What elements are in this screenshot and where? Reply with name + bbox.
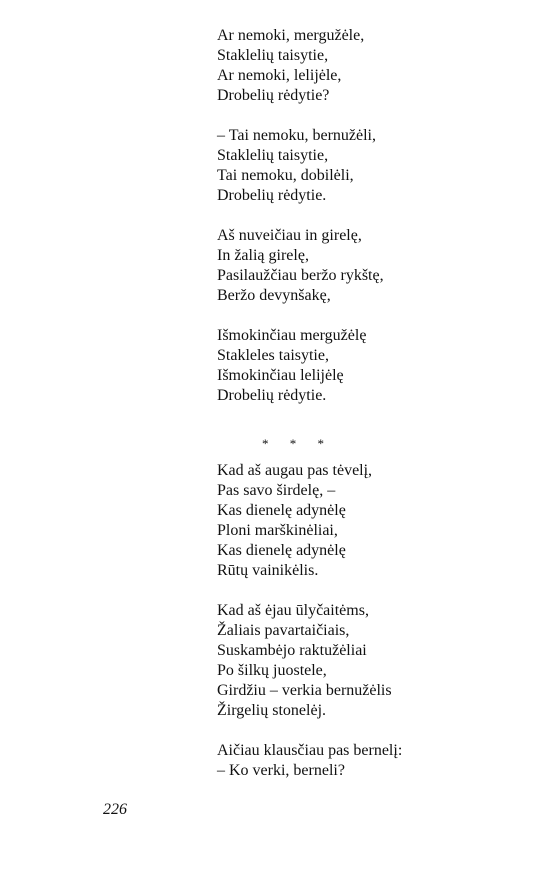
stanza — [217, 226, 547, 306]
verse-line: Rūtų vainikėlis. — [217, 562, 319, 579]
verse-line: Išmokinčiau lelijėlę — [217, 367, 344, 384]
verse-line: Drobelių rėdytie. — [217, 387, 327, 404]
verse-line: Aš nuveičiau in girelę, — [217, 227, 362, 244]
verse-line: Žirgelių stonelėj. — [217, 702, 327, 719]
verse-line: Drobelių rėdytie. — [217, 187, 327, 204]
stanza — [217, 461, 547, 581]
verse-line: Stakleles taisytie, — [217, 347, 329, 364]
verse-line: Kas dienelę adynėlę — [217, 542, 346, 559]
verse-line: Kad aš ėjau ūlyčaitėms, — [217, 602, 369, 619]
verse-line: In žalią girelę, — [217, 247, 309, 264]
stanza — [217, 126, 547, 206]
verse-line: Kad aš augau pas tėvelį, — [217, 462, 373, 479]
verse-line: Drobelių rėdytie? — [217, 87, 330, 104]
verse-line: Aičiau klausčiau pas bernelį: — [217, 742, 403, 759]
verse-line: Suskambėjo raktužėliai — [217, 642, 367, 659]
verse-line: – Ko verki, berneli? — [217, 762, 345, 779]
verse-line: Išmokinčiau mergužėlę — [217, 327, 367, 344]
page-number: 226 — [103, 801, 127, 818]
poem-one — [217, 26, 547, 406]
section-separator: * * * — [262, 436, 333, 451]
verse-line: – Tai nemoku, bernužėli, — [217, 127, 376, 144]
verse-line: Ar nemoki, lelijėle, — [217, 67, 342, 84]
verse-line: Ar nemoki, mergužėle, — [217, 27, 365, 44]
stanza — [217, 326, 547, 406]
verse-line: Žaliais pavartaičiais, — [217, 622, 350, 639]
verse-line: Staklelių taisytie, — [217, 47, 329, 64]
stanza — [217, 601, 547, 721]
verse-line: Ploni marškinėliai, — [217, 522, 338, 539]
verse-line: Tai nemoku, dobilėli, — [217, 167, 354, 184]
verse-line: Kas dienelę adynėlę — [217, 502, 346, 519]
poem-two — [217, 461, 547, 781]
stanza — [217, 741, 547, 781]
verse-line: Girdžiu – verkia bernužėlis — [217, 682, 392, 699]
verse-line: Pas savo širdelę, – — [217, 482, 336, 499]
verse-line: Beržo devynšakę, — [217, 287, 331, 304]
verse-line: Po šilkų juostele, — [217, 662, 327, 679]
stanza — [217, 26, 547, 106]
verse-line: Pasilaužčiau beržo rykštę, — [217, 267, 384, 284]
verse-line: Staklelių taisytie, — [217, 147, 329, 164]
